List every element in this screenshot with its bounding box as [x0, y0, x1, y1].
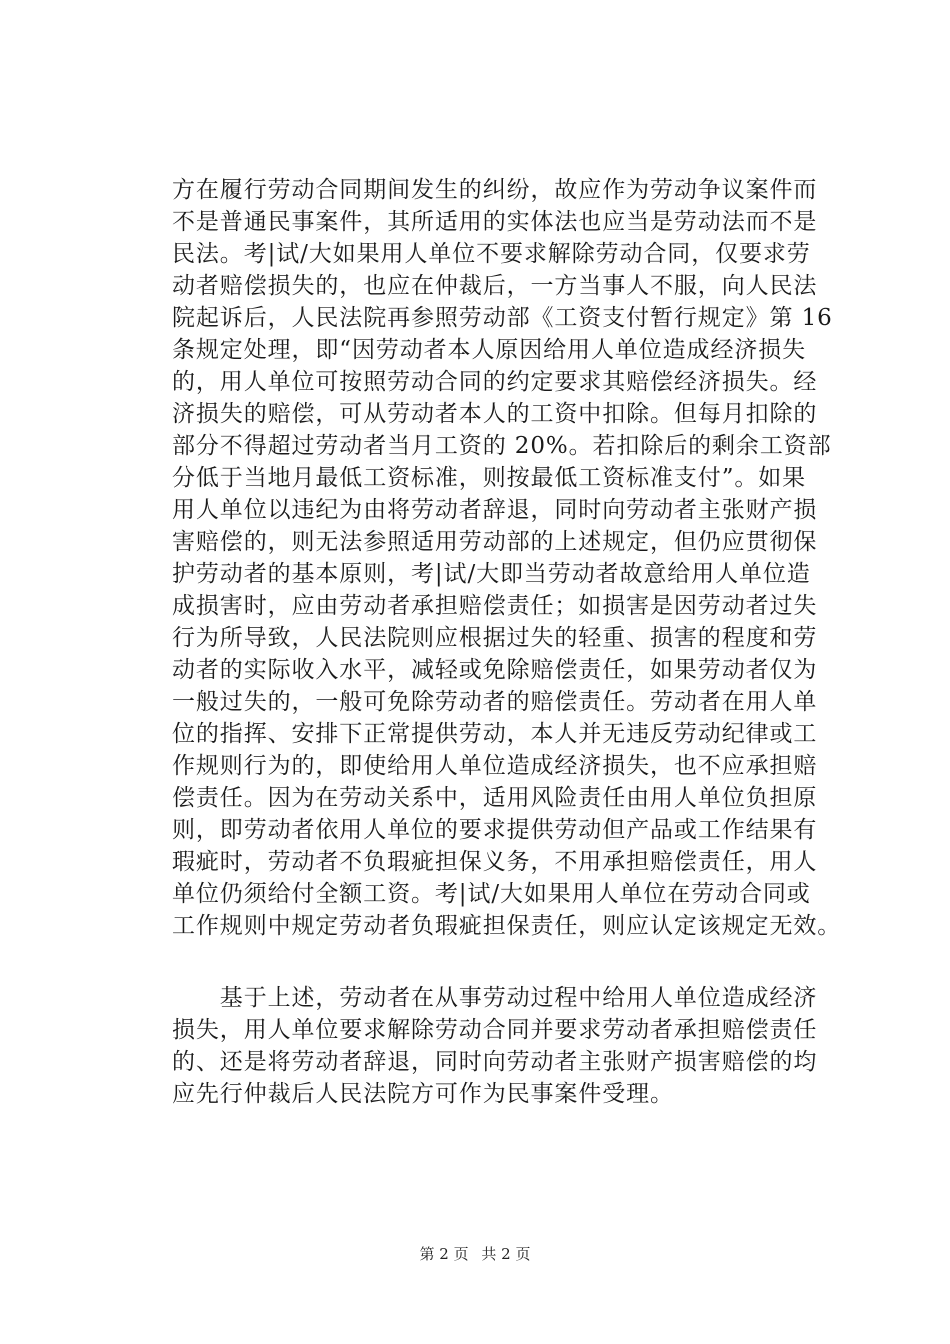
text-line: 基于上述，劳动者在从事劳动过程中给用人单位造成经济 — [172, 985, 818, 1011]
text-line: 则，即劳动者依用人单位的要求提供劳动但产品或工作结果有 — [172, 817, 818, 843]
text-line: 用人单位以违纪为由将劳动者辞退，同时向劳动者主张财产损 — [172, 497, 818, 523]
page-number: 第 2 页 — [419, 1245, 469, 1263]
text-line: 作规则行为的，即使给用人单位造成经济损失，也不应承担赔 — [172, 753, 818, 779]
text-line: 动者的实际收入水平，减轻或免除赔偿责任，如果劳动者仅为 — [172, 657, 818, 683]
text-line: 济损失的赔偿，可从劳动者本人的工资中扣除。但每月扣除的 — [172, 401, 818, 427]
text-line: 损失，用人单位要求解除劳动合同并要求劳动者承担赔偿责任 — [172, 1017, 818, 1043]
text-line: 单位仍须给付全额工资。考|试/大如果用人单位在劳动合同或 — [172, 881, 811, 907]
text-line: 行为所导致，人民法院则应根据过失的轻重、损害的程度和劳 — [172, 625, 818, 651]
text-line: 一般过失的，一般可免除劳动者的赔偿责任。劳动者在用人单 — [172, 689, 818, 715]
text-line: 部分不得超过劳动者当月工资的 20%。若扣除后的剩余工资部 — [172, 433, 832, 459]
text-line: 分低于当地月最低工资标准，则按最低工资标准支付”。如果 — [172, 465, 807, 491]
text-line: 应先行仲裁后人民法院方可作为民事案件受理。 — [172, 1081, 674, 1107]
text-line: 位的指挥、安排下正常提供劳动，本人并无违反劳动纪律或工 — [172, 721, 818, 747]
document-body — [172, 174, 840, 1110]
text-line: 院起诉后，人民法院再参照劳动部《工资支付暂行规定》第 16 — [172, 305, 833, 331]
text-line: 不是普通民事案件，其所适用的实体法也应当是劳动法而不是 — [172, 209, 818, 235]
text-line: 偿责任。因为在劳动关系中，适用风险责任由用人单位负担原 — [172, 785, 818, 811]
text-line: 动者赔偿损失的，也应在仲裁后，一方当事人不服，向人民法 — [172, 273, 818, 299]
page-footer — [0, 1244, 950, 1264]
text-line: 民法。考|试/大如果用人单位不要求解除劳动合同，仅要求劳 — [172, 241, 811, 267]
text-line: 工作规则中规定劳动者负瑕疵担保责任，则应认定该规定无效。 — [172, 913, 842, 939]
paragraph-spacer — [172, 942, 840, 982]
text-line: 护劳动者的基本原则，考|试/大即当劳动者故意给用人单位造 — [172, 561, 811, 587]
text-line: 瑕疵时，劳动者不负瑕疵担保义务，不用承担赔偿责任，用人 — [172, 849, 818, 875]
paragraph-2 — [172, 982, 840, 1110]
text-line: 方在履行劳动合同期间发生的纠纷，故应作为劳动争议案件而 — [172, 177, 818, 203]
text-line: 的，用人单位可按照劳动合同的约定要求其赔偿经济损失。经 — [172, 369, 818, 395]
text-line: 害赔偿的，则无法参照适用劳动部的上述规定，但仍应贯彻保 — [172, 529, 818, 555]
paragraph-1 — [172, 174, 840, 942]
text-line: 的、还是将劳动者辞退，同时向劳动者主张财产损害赔偿的均 — [172, 1049, 818, 1075]
page-total: 共 2 页 — [481, 1245, 531, 1263]
text-line: 条规定处理，即“因劳动者本人原因给用人单位造成经济损失 — [172, 337, 807, 363]
text-line: 成损害时，应由劳动者承担赔偿责任；如损害是因劳动者过失 — [172, 593, 818, 619]
